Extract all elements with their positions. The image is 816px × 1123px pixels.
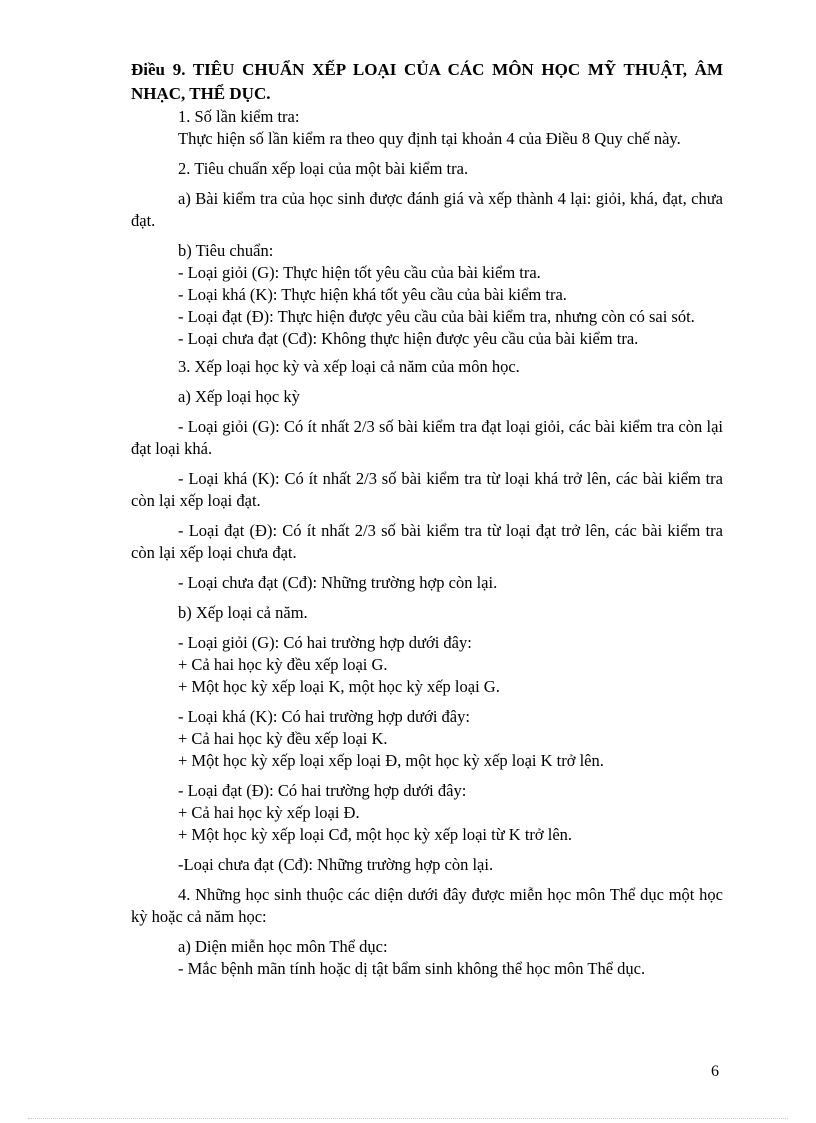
list-item: - Loại giỏi (G): Có ít nhất 2/3 số bài kiểm tra đạt loại giỏi, các bài kiểm tra còn lại đạt loại khá. [131,417,723,458]
paragraph: b) Tiêu chuẩn: [178,241,274,260]
list-item: - Loại chưa đạt (Cđ): Những trường hợp còn lại. [178,573,498,592]
paragraph: 2. Tiêu chuẩn xếp loại của một bài kiểm tra. [178,159,469,178]
list-item: + Một học kỳ xếp loại K, một học kỳ xếp loại G. [178,677,500,696]
list-item: + Một học kỳ xếp loại Cđ, một học kỳ xếp loại từ K trở lên. [178,825,573,844]
paragraph: a) Xếp loại học kỳ [178,387,300,406]
list-item: - Loại đạt (Đ): Có ít nhất 2/3 số bài kiểm tra từ loại đạt trở lên, các bài kiểm tra còn lại xếp loại chưa đạt. [131,521,723,562]
list-item: -Loại chưa đạt (Cđ): Những trường hợp còn lại. [178,855,494,874]
list-item: - Mắc bệnh mãn tính hoặc dị tật bẩm sinh không thể học môn Thể dục. [178,959,646,978]
paragraph: b) Xếp loại cả năm. [178,603,308,622]
list-item: + Cả hai học kỳ xếp loại Đ. [178,803,360,822]
list-item: + Cả hai học kỳ đều xếp loại K. [178,729,388,748]
list-item: - Loại giỏi (G): Thực hiện tốt yêu cầu của bài kiểm tra. [178,263,541,282]
list-item: - Loại chưa đạt (Cđ): Không thực hiện được yêu cầu của bài kiểm tra. [178,329,639,348]
paragraph: 4. Những học sinh thuộc các diện dưới đây được miễn học môn Thể dục một học kỳ hoặc cả năm học: [131,885,723,926]
article-heading: Điều 9. TIÊU CHUẨN XẾP LOẠI CỦA CÁC MÔN HỌC MỸ THUẬT, ÂM NHẠC, THỂ DỤC. [131,60,723,103]
list-item: + Một học kỳ xếp loại xếp loại Đ, một học kỳ xếp loại K trở lên. [178,751,604,770]
paragraph: Thực hiện số lần kiểm ra theo quy định tại khoản 4 của Điều 8 Quy chế này. [178,129,681,148]
list-item: - Loại giỏi (G): Có hai trường hợp dưới đây: [178,633,472,652]
page-number: 6 [711,1063,719,1080]
document-body [131,58,723,980]
list-item: + Cả hai học kỳ đều xếp loại G. [178,655,388,674]
paragraph: 3. Xếp loại học kỳ và xếp loại cả năm của môn học. [178,357,520,376]
paragraph: 1. Số lần kiểm tra: [178,107,300,126]
paragraph: a) Bài kiểm tra của học sinh được đánh giá và xếp thành 4 lại: giỏi, khá, đạt, chưa đạt. [131,189,723,230]
list-item: - Loại đạt (Đ): Thực hiện được yêu cầu của bài kiểm tra, nhưng còn có sai sót. [178,307,695,326]
list-item: - Loại khá (K): Có ít nhất 2/3 số bài kiểm tra từ loại khá trở lên, các bài kiểm tra còn lại xếp loại đạt. [131,469,723,510]
list-item: - Loại khá (K): Thực hiện khá tốt yêu cầu của bài kiểm tra. [178,285,567,304]
list-item: - Loại đạt (Đ): Có hai trường hợp dưới đây: [178,781,467,800]
list-item: - Loại khá (K): Có hai trường hợp dưới đây: [178,707,470,726]
paragraph: a) Diện miễn học môn Thể dục: [178,937,388,956]
page-divider [28,1118,788,1119]
